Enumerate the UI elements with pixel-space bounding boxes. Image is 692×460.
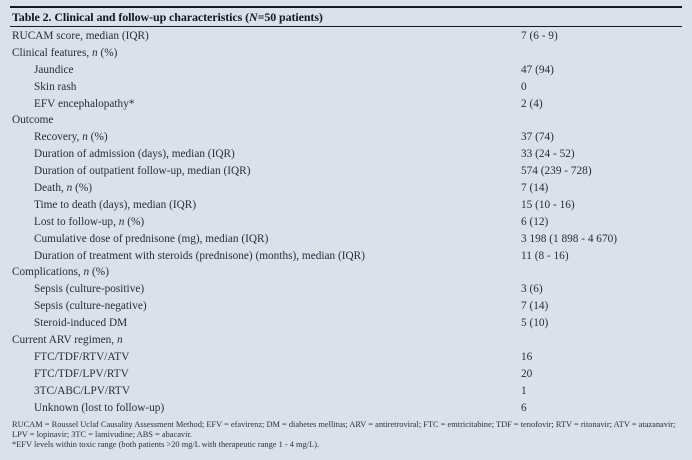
- row-label: Recovery, n (%): [34, 131, 108, 144]
- row-value: 15 (10 - 16): [521, 198, 575, 211]
- table-row: [10, 129, 682, 146]
- table-row: [10, 231, 682, 248]
- row-label: Skin rash: [34, 80, 77, 93]
- table-row: [10, 180, 682, 197]
- table-row: [10, 298, 682, 315]
- table-row: [10, 332, 682, 349]
- row-value: 7 (14): [521, 300, 549, 313]
- row-label: FTC/TDF/LPV/RTV: [34, 367, 129, 380]
- row-label: Duration of admission (days), median (IQR): [34, 148, 235, 161]
- table-row: [10, 400, 682, 417]
- row-label: Duration of treatment with steroids (prednisone) (months), median (IQR): [34, 249, 365, 262]
- table-row: [10, 197, 682, 214]
- row-label: Clinical features, n (%): [12, 46, 118, 59]
- footnote-abbreviations: RUCAM = Roussel Uclaf Causality Assessment Method; EFV = efavirenz; DM = diabetes mellitus; ARV = antiretroviral; FTC = emtricitabine; TDF = tenofovir; RTV = ritonavir; ATV = atazanavir; LPV = lopinavir; 3TC = lamivudine; ABS = abacavir.: [12, 420, 676, 440]
- row-value: 3 198 (1 898 - 4 670): [521, 232, 618, 245]
- table-row: [10, 146, 682, 163]
- row-label: Duration of outpatient follow-up, median (IQR): [34, 165, 251, 178]
- row-label: RUCAM score, median (IQR): [12, 30, 149, 42]
- table-row: [10, 349, 682, 366]
- table-row: [10, 248, 682, 265]
- row-value: 5 (10): [521, 317, 549, 330]
- table-row: [10, 163, 682, 180]
- row-value: 0: [521, 80, 527, 93]
- row-label: Unknown (lost to follow-up): [34, 401, 165, 414]
- row-value: 33 (24 - 52): [521, 148, 575, 161]
- table-row: [10, 62, 682, 79]
- row-value: 11 (8 - 16): [521, 249, 569, 262]
- row-value: 16: [521, 350, 533, 363]
- table-row: [10, 96, 682, 113]
- row-label: Current ARV regimen, n: [12, 334, 123, 347]
- table-row: [10, 112, 682, 129]
- row-label: Cumulative dose of prednisone (mg), median (IQR): [34, 232, 269, 245]
- table-row: [10, 79, 682, 96]
- row-value: 574 (239 - 728): [521, 165, 592, 178]
- row-value: 7 (6 - 9): [521, 30, 558, 42]
- table-row: [10, 315, 682, 332]
- row-label: Jaundice: [34, 63, 74, 76]
- table-row: [10, 366, 682, 383]
- row-label: Death, n (%): [34, 182, 93, 195]
- table-title: Table 2. Clinical and follow-up characteristics (N=50 patients): [10, 6, 682, 27]
- table-row: [10, 264, 682, 281]
- row-value: 3 (6): [521, 283, 543, 296]
- table-footnotes: [10, 420, 682, 449]
- row-value: 2 (4): [521, 97, 543, 110]
- row-label: Sepsis (culture-positive): [34, 283, 145, 296]
- row-label: EFV encephalopathy*: [34, 97, 135, 110]
- table-row: [10, 383, 682, 400]
- row-value: 6 (12): [521, 215, 549, 228]
- row-value: 6: [521, 401, 527, 414]
- row-value: 47 (94): [521, 63, 554, 76]
- row-label: Steroid-induced DM: [34, 317, 128, 330]
- table-row: [10, 45, 682, 62]
- row-label: FTC/TDF/RTV/ATV: [34, 350, 130, 363]
- row-value: 1: [521, 384, 527, 397]
- row-label: 3TC/ABC/LPV/RTV: [34, 384, 130, 397]
- row-label: Sepsis (culture-negative): [34, 300, 147, 313]
- row-label: Outcome: [12, 114, 54, 127]
- footnote-efv-levels: *EFV levels within toxic range (both patients >20 mg/L with therapeutic range 1 - 4 mg/L).: [12, 439, 320, 449]
- table-row: [10, 28, 682, 45]
- row-label: Time to death (days), median (IQR): [34, 198, 197, 211]
- table-row: [10, 214, 682, 231]
- clinical-characteristics-table: [10, 6, 682, 449]
- row-value: 7 (14): [521, 182, 549, 195]
- row-label: Complications, n (%): [12, 266, 109, 279]
- row-value: 20: [521, 367, 533, 380]
- table-rows: [10, 27, 682, 416]
- row-value: 37 (74): [521, 131, 554, 144]
- table-row: [10, 281, 682, 298]
- row-label: Lost to follow-up, n (%): [34, 215, 145, 228]
